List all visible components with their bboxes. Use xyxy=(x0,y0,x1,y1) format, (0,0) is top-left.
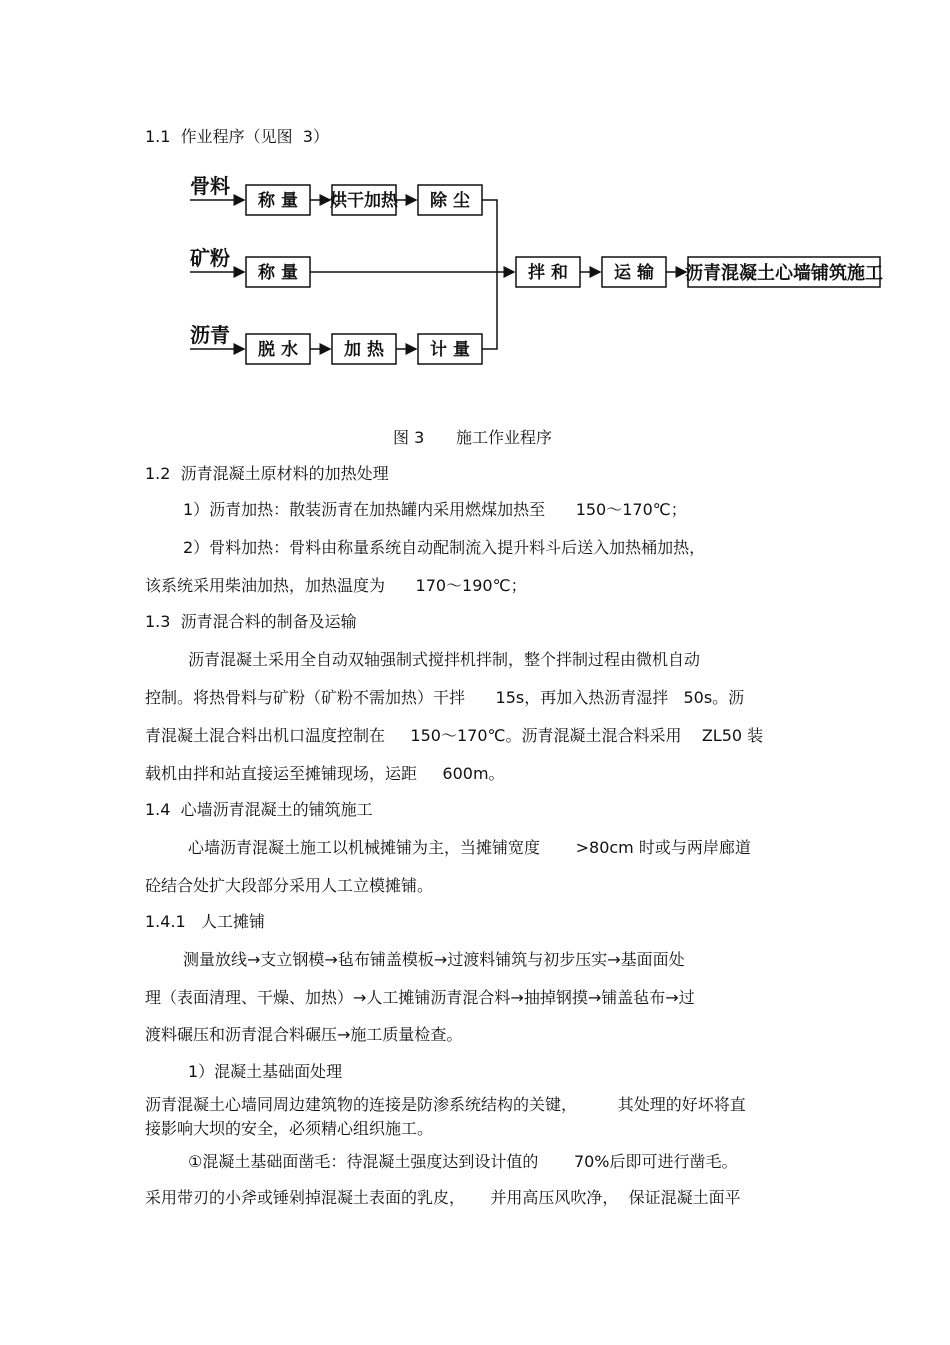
text-mix: 拌 和 xyxy=(528,263,568,283)
text-heat: 加 热 xyxy=(344,340,384,360)
figure-number: 图 3 xyxy=(393,428,425,447)
section-1-4-1-title: 1.4.1 人工摊铺 xyxy=(145,912,265,931)
paragraph-base-line-4: 采用带刃的小斧或锤剁掉混凝土表面的乳皮， 并用高压风吹净， 保证混凝土面平 xyxy=(145,1188,741,1207)
text-weigh-1: 称 量 xyxy=(258,191,298,211)
section-1-2-title: 1.2 沥青混凝土原材料的加热处理 xyxy=(145,464,389,483)
label-mineral-powder: 矿粉 xyxy=(190,246,230,270)
label-asphalt: 沥青 xyxy=(190,323,230,347)
text-meter: 计 量 xyxy=(430,340,470,360)
text-final-construction: 沥青混凝土心墙铺筑施工 xyxy=(685,263,883,284)
paragraph-asphalt-heating: 1）沥青加热：散装沥青在加热罐内采用燃煤加热至 150～170℃； xyxy=(183,500,687,519)
paragraph-1-4-line-2: 砼结合处扩大段部分采用人工立模摊铺。 xyxy=(145,876,434,895)
paragraph-1-4-line-1: 心墙沥青混凝土施工以机械摊铺为主，当摊铺宽度 >80cm 时或与两岸廊道 xyxy=(188,838,751,857)
paragraph-1-3-line-1: 沥青混凝土采用全自动双轴强制式搅拌机拌制，整个拌制过程由微机自动 xyxy=(188,650,701,669)
paragraph-base-line-2: 接影响大坝的安全，必须精心组织施工。 xyxy=(145,1119,434,1138)
figure-caption: 施工作业程序 xyxy=(456,428,553,447)
subheading-concrete-base-treatment: 1）混凝土基础面处理 xyxy=(188,1062,343,1081)
paragraph-aggregate-heating-1: 2）骨料加热：骨料由称量系统自动配制流入提升料斗后送入加热桶加热， xyxy=(183,538,706,557)
paragraph-1-4-1-line-2: 理（表面清理、干燥、加热）→人工摊铺沥青混合料→抽掉钢摸→铺盖毡布→过 xyxy=(145,988,695,1007)
text-weigh-2: 称 量 xyxy=(258,263,298,283)
text-dehydrate: 脱 水 xyxy=(258,340,298,360)
section-1-3-title: 1.3 沥青混合料的制备及运输 xyxy=(145,612,357,631)
text-transport: 运 输 xyxy=(614,263,654,283)
process-flow-diagram xyxy=(0,0,950,420)
paragraph-1-3-line-2: 控制。将热骨料与矿粉（矿粉不需加热）干拌 15s，再加入热沥青湿拌 50s。沥 xyxy=(145,688,745,707)
paragraph-aggregate-heating-2: 该系统采用柴油加热，加热温度为 170～190℃； xyxy=(145,576,527,595)
section-1-1-title: 1.1 作业程序（见图 3） xyxy=(145,127,329,146)
paragraph-1-3-line-4: 载机由拌和站直接运至摊铺现场，运距 600m。 xyxy=(145,764,505,783)
paragraph-1-4-1-line-1: 测量放线→支立钢模→毡布铺盖模板→过渡料铺筑与初步压实→基面面处 xyxy=(183,950,685,969)
text-dry-heat: 烘干加热 xyxy=(330,191,398,211)
paragraph-base-line-3: ①混凝土基础面凿毛：待混凝土强度达到设计值的 70%后即可进行凿毛。 xyxy=(188,1152,738,1171)
paragraph-1-4-1-line-3: 渡料碾压和沥青混合料碾压→施工质量检查。 xyxy=(145,1025,463,1044)
text-dust-removal: 除 尘 xyxy=(430,191,470,211)
section-1-4-title: 1.4 心墙沥青混凝土的铺筑施工 xyxy=(145,800,373,819)
label-aggregate: 骨料 xyxy=(190,174,230,198)
paragraph-base-line-1: 沥青混凝土心墙同周边建筑物的连接是防渗系统结构的关键， 其处理的好坏将直 xyxy=(145,1095,746,1114)
paragraph-1-3-line-3: 青混凝土混合料出机口温度控制在 150～170℃。沥青混凝土混合料采用 ZL50 装 xyxy=(145,726,764,745)
